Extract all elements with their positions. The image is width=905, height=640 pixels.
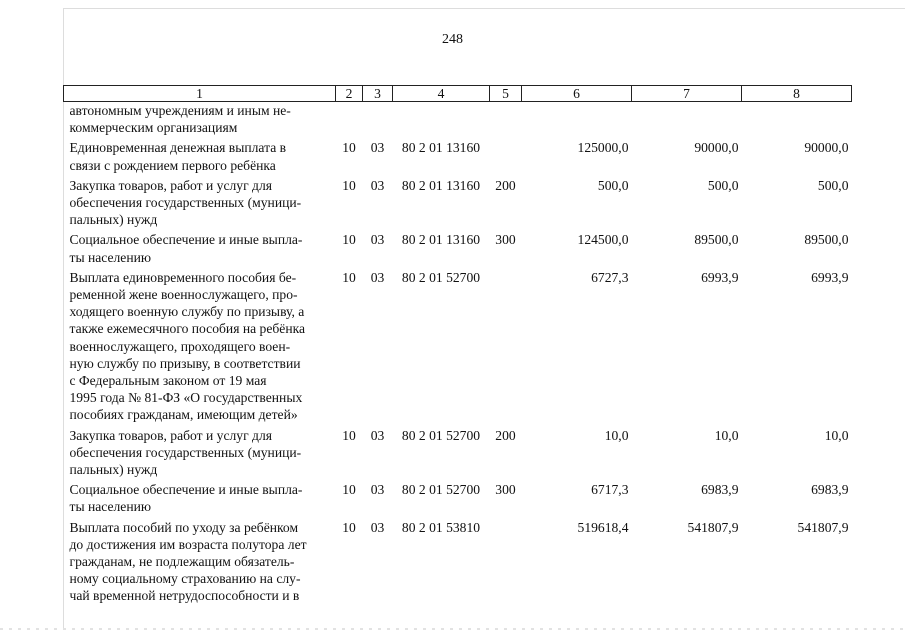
page-number: 248 bbox=[442, 32, 463, 47]
description-line: Выплата единовременного пособия бе- bbox=[69, 269, 297, 285]
section-code bbox=[336, 102, 363, 137]
row-description bbox=[64, 174, 336, 229]
expense-type-code: 200 bbox=[495, 177, 516, 193]
column-header: 6 bbox=[522, 86, 632, 102]
subsection-code: 03 bbox=[370, 269, 385, 285]
amount-col-8: 6993,9 bbox=[811, 269, 849, 285]
description-line: обеспечения государственных (муници- bbox=[69, 195, 302, 211]
expense-type-code: 300 bbox=[495, 482, 516, 498]
table-row bbox=[64, 478, 852, 515]
subsection-code: 03 bbox=[370, 427, 385, 443]
expense-type-code bbox=[490, 516, 522, 605]
row-description bbox=[64, 136, 336, 173]
description-line: Выплата пособий по уходу за ребёнком bbox=[69, 519, 299, 535]
subsection-code: 03 bbox=[370, 482, 385, 498]
description-line: Закупка товаров, работ и услуг для bbox=[69, 427, 273, 443]
amount-col-7: 10,0 bbox=[714, 427, 739, 443]
description-line: автономным учреждениям и иным не- bbox=[69, 103, 291, 118]
scan-edge-top bbox=[63, 8, 905, 9]
description-line: ную службу по призыву, в соответствии bbox=[69, 355, 301, 371]
amount-col-8: 90000,0 bbox=[804, 140, 849, 156]
amount-col-6 bbox=[522, 102, 632, 137]
description-line: обеспечения государственных (муници- bbox=[69, 444, 302, 460]
description-line: ному социальному страхованию на слу- bbox=[69, 571, 301, 587]
amount-col-6: 124500,0 bbox=[577, 232, 629, 248]
subsection-code: 03 bbox=[370, 232, 385, 248]
table-row bbox=[64, 136, 852, 173]
amount-col-8: 89500,0 bbox=[804, 232, 849, 248]
amount-col-7: 541807,9 bbox=[687, 519, 739, 535]
description-line: коммерческим организациям bbox=[69, 120, 238, 136]
section-code: 10 bbox=[342, 232, 356, 248]
description-line: пальных) нужд bbox=[69, 212, 158, 228]
amount-col-7: 6993,9 bbox=[701, 269, 739, 285]
budget-table bbox=[63, 85, 852, 605]
amount-col-7 bbox=[632, 102, 742, 137]
expense-type-code bbox=[490, 266, 522, 424]
row-description bbox=[64, 516, 336, 605]
expense-type-code: 300 bbox=[495, 232, 516, 248]
target-article-code: 80 2 01 53810 bbox=[401, 519, 481, 535]
table-row bbox=[64, 228, 852, 265]
target-article-code: 80 2 01 13160 bbox=[401, 177, 481, 193]
amount-col-7: 89500,0 bbox=[694, 232, 739, 248]
expense-type-code bbox=[490, 136, 522, 173]
amount-col-8: 6983,9 bbox=[811, 482, 849, 498]
target-article-code: 80 2 01 13160 bbox=[401, 232, 481, 248]
description-line: военнослужащего, проходящего воен- bbox=[69, 338, 291, 354]
section-code: 10 bbox=[342, 482, 356, 498]
expense-type-code: 200 bbox=[495, 427, 516, 443]
column-header: 4 bbox=[393, 86, 490, 102]
amount-col-6: 500,0 bbox=[597, 177, 629, 193]
section-code: 10 bbox=[342, 177, 356, 193]
description-line: чай временной нетрудоспособности и в bbox=[69, 588, 300, 604]
description-line: пособиях гражданам, имеющим детей» bbox=[69, 407, 298, 423]
table-row bbox=[64, 174, 852, 229]
column-header: 1 bbox=[64, 86, 336, 102]
column-header: 7 bbox=[632, 86, 742, 102]
table-row bbox=[64, 424, 852, 479]
description-line: с Федеральным законом от 19 мая bbox=[69, 373, 267, 389]
amount-col-6: 10,0 bbox=[604, 427, 629, 443]
column-header: 2 bbox=[336, 86, 363, 102]
row-description bbox=[64, 266, 336, 424]
amount-col-6: 6727,3 bbox=[591, 269, 629, 285]
target-article-code: 80 2 01 52700 bbox=[401, 482, 481, 498]
row-description bbox=[64, 102, 336, 137]
amount-col-7: 6983,9 bbox=[701, 482, 739, 498]
column-header: 8 bbox=[742, 86, 852, 102]
description-line: Социальное обеспечение и иные выпла- bbox=[69, 232, 303, 248]
amount-col-7: 90000,0 bbox=[694, 140, 739, 156]
column-header: 5 bbox=[490, 86, 522, 102]
subsection-code: 03 bbox=[370, 177, 385, 193]
row-description bbox=[64, 478, 336, 515]
section-code: 10 bbox=[342, 140, 356, 156]
target-article-code: 80 2 01 52700 bbox=[401, 427, 481, 443]
table-body bbox=[64, 102, 852, 605]
description-line: ты населению bbox=[69, 249, 152, 265]
description-line: гражданам, не подлежащим обязатель- bbox=[69, 554, 295, 570]
description-line: Социальное обеспечение и иные выпла- bbox=[69, 482, 303, 498]
table-row bbox=[64, 516, 852, 605]
amount-col-8 bbox=[742, 102, 852, 137]
description-line: связи с рождением первого ребёнка bbox=[69, 157, 276, 173]
table-row bbox=[64, 102, 852, 137]
table-row bbox=[64, 266, 852, 424]
section-code: 10 bbox=[342, 269, 356, 285]
description-line: Единовременная денежная выплата в bbox=[69, 140, 287, 156]
description-line: до достижения им возраста полутора лет bbox=[69, 536, 307, 552]
description-line: Закупка товаров, работ и услуг для bbox=[69, 177, 273, 193]
description-line: ременной жене военнослужащего, про- bbox=[69, 287, 298, 303]
row-description bbox=[64, 424, 336, 479]
amount-col-6: 519618,4 bbox=[577, 519, 629, 535]
amount-col-7: 500,0 bbox=[707, 177, 739, 193]
section-code: 10 bbox=[342, 427, 356, 443]
row-description bbox=[64, 228, 336, 265]
amount-col-6: 6717,3 bbox=[591, 482, 629, 498]
target-article-code bbox=[393, 102, 490, 137]
subsection-code: 03 bbox=[370, 140, 385, 156]
description-line: пальных) нужд bbox=[69, 462, 158, 478]
target-article-code: 80 2 01 52700 bbox=[401, 269, 481, 285]
subsection-code: 03 bbox=[370, 519, 385, 535]
amount-col-8: 541807,9 bbox=[797, 519, 849, 535]
description-line: ты населению bbox=[69, 499, 152, 515]
description-line: ходящего военную службу по призыву, а bbox=[69, 304, 305, 320]
amount-col-8: 10,0 bbox=[824, 427, 849, 443]
amount-col-8: 500,0 bbox=[817, 177, 849, 193]
scan-noise bbox=[0, 628, 905, 630]
description-line: 1995 года № 81-ФЗ «О государственных bbox=[69, 390, 303, 406]
expense-type-code bbox=[490, 102, 522, 137]
column-header-row bbox=[64, 86, 852, 102]
target-article-code: 80 2 01 13160 bbox=[401, 140, 481, 156]
section-code: 10 bbox=[342, 519, 356, 535]
subsection-code bbox=[363, 102, 393, 137]
description-line: также ежемесячного пособия на ребёнка bbox=[69, 321, 306, 337]
column-header: 3 bbox=[363, 86, 393, 102]
amount-col-6: 125000,0 bbox=[577, 140, 629, 156]
